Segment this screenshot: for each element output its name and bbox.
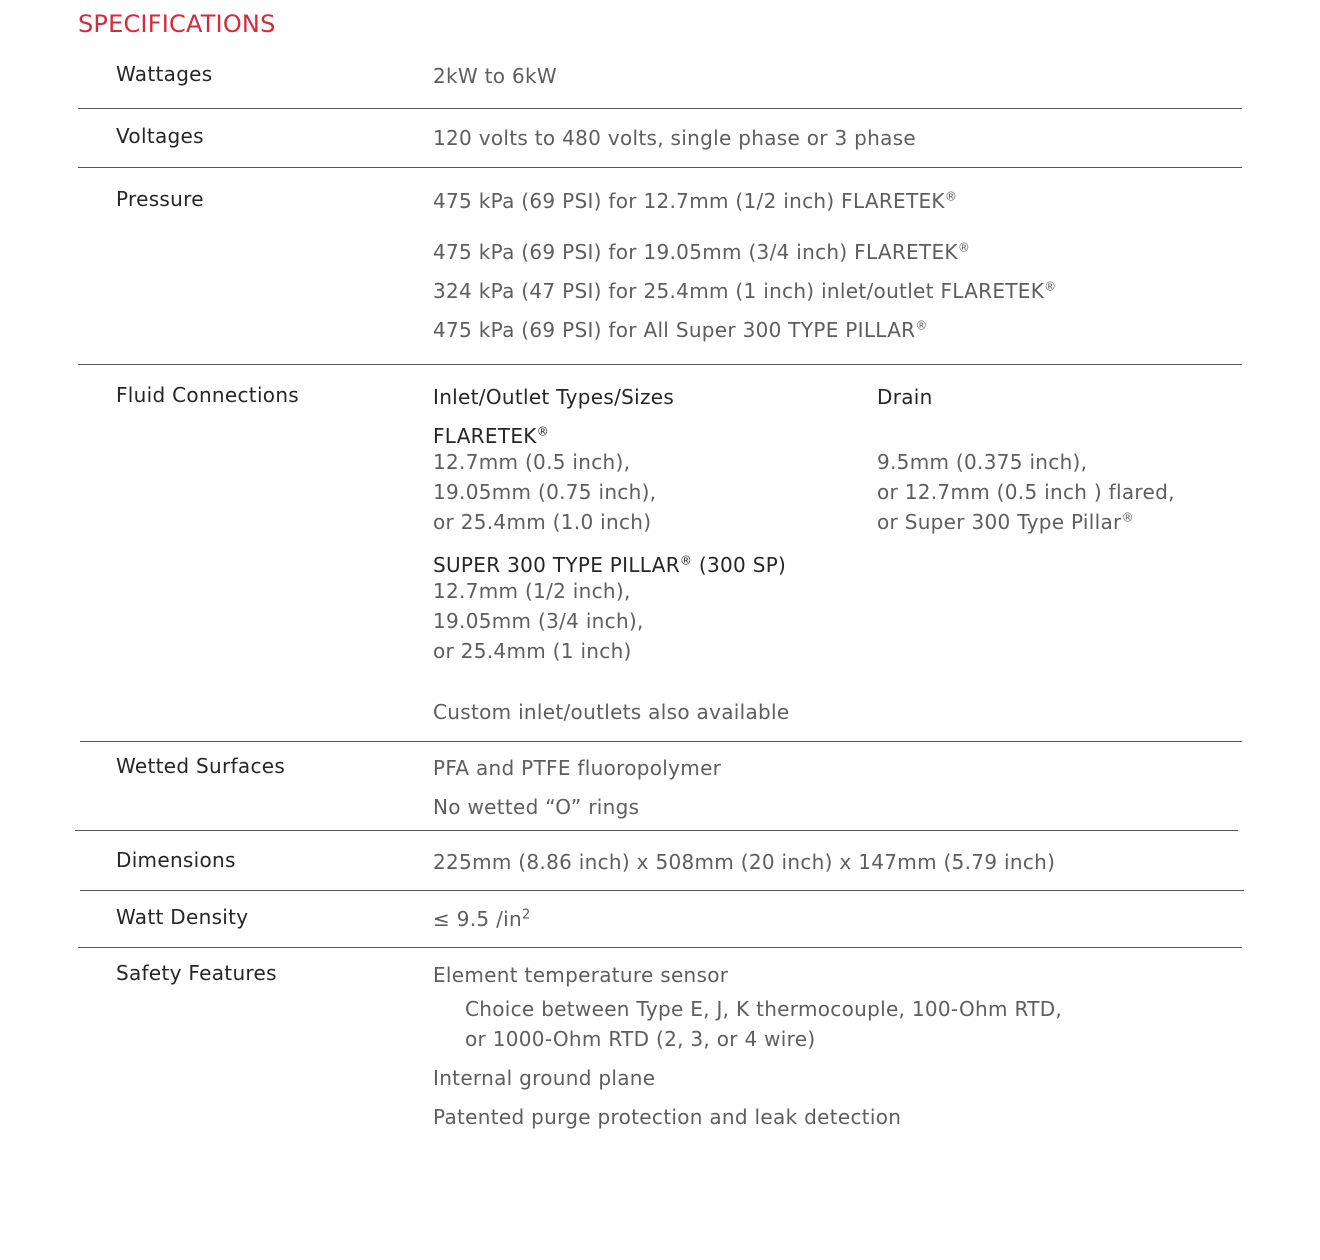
pillar-size: or 25.4mm (1 inch)	[433, 639, 632, 663]
safety-subline: Choice between Type E, J, K thermocouple, 100-Ohm RTD,	[465, 997, 1063, 1021]
pressure-line-2: 475 kPa (69 PSI) for 19.05mm (3/4 inch) FLARETEK®	[433, 240, 971, 264]
drain-line: or Super 300 Type Pillar®	[877, 510, 1134, 534]
dimensions-value: 225mm (8.86 inch) x 508mm (20 inch) x 147mm (5.79 inch)	[433, 850, 1056, 874]
pressure-line-3: 324 kPa (47 PSI) for 25.4mm (1 inch) inlet/outlet FLARETEK®	[433, 279, 1057, 303]
watt-density-value: ≤ 9.5 $/in^2$	[433, 907, 531, 931]
drain-header: Drain	[877, 385, 933, 409]
watt-density-label: Watt Density	[116, 905, 249, 929]
safety-line: Patented purge protection and leak detection	[433, 1105, 902, 1129]
safety-features-label: Safety Features	[116, 961, 277, 985]
divider	[75, 830, 1238, 831]
fluid-connections-label: Fluid Connections	[116, 383, 300, 407]
wetted-line: PFA and PTFE fluoropolymer	[433, 756, 722, 780]
flaretek-size: 19.05mm (0.75 inch),	[433, 480, 657, 504]
divider	[78, 167, 1242, 168]
flaretek-title: FLARETEK®	[433, 424, 550, 448]
voltages-value: 120 volts to 480 volts, single phase or 3 phase	[433, 126, 916, 150]
safety-line: Element temperature sensor	[433, 963, 729, 987]
divider	[78, 947, 1242, 948]
pressure-line-4: 475 kPa (69 PSI) for All Super 300 TYPE PILLAR®	[433, 318, 928, 342]
pressure-line-1: 475 kPa (69 PSI) for 12.7mm (1/2 inch) FLARETEK®	[433, 189, 958, 213]
pressure-label: Pressure	[116, 187, 204, 211]
pillar-size: 19.05mm (3/4 inch),	[433, 609, 644, 633]
drain-line: or 12.7mm (0.5 inch ) flared,	[877, 480, 1175, 504]
drain-line: 9.5mm (0.375 inch),	[877, 450, 1088, 474]
divider	[78, 364, 1242, 365]
wetted-line: No wetted “O” rings	[433, 795, 640, 819]
divider	[80, 741, 1242, 742]
wattages-label: Wattages	[116, 62, 213, 86]
divider	[78, 108, 1242, 109]
page-title: SPECIFICATIONS	[78, 10, 276, 38]
pillar-size: 12.7mm (1/2 inch),	[433, 579, 631, 603]
inlet-outlet-header: Inlet/Outlet Types/Sizes	[433, 385, 675, 409]
flaretek-size: 12.7mm (0.5 inch),	[433, 450, 631, 474]
dimensions-label: Dimensions	[116, 848, 236, 872]
safety-line: Internal ground plane	[433, 1066, 656, 1090]
wattages-value: 2kW to 6kW	[433, 64, 557, 88]
custom-note: Custom inlet/outlets also available	[433, 700, 790, 724]
divider	[80, 890, 1244, 891]
wetted-surfaces-label: Wetted Surfaces	[116, 754, 286, 778]
flaretek-size: or 25.4mm (1.0 inch)	[433, 510, 652, 534]
voltages-label: Voltages	[116, 124, 204, 148]
pillar-title: SUPER 300 TYPE PILLAR® (300 SP)	[433, 553, 787, 577]
safety-subline: or 1000-Ohm RTD (2, 3, or 4 wire)	[465, 1027, 816, 1051]
